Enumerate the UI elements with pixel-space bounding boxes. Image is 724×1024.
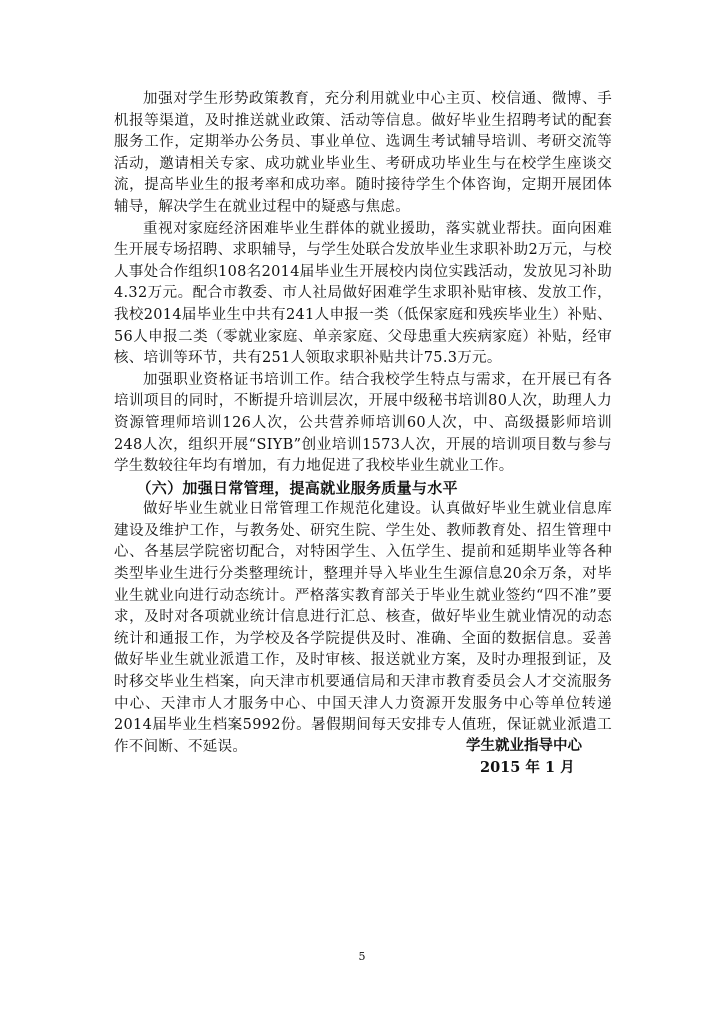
paragraph-policy-education: 加强对学生形势政策教育，充分利用就业中心主页、校信通、微博、手机报等渠道，及时推送就业政策、活动等信息。做好毕业生招聘考试的配套服务工作，定期举办公务员、事业单位、选调生考试辅导培训、考研交流等活动，邀请相关专家、成功就业毕业生、考研成功毕业生与在校学生座谈交流，提高毕业生的报考率和成功率。随时接待学生个体咨询，定期开展团体辅导，解决学生在就业过程中的疑惑与焦虑。 — [114, 91, 612, 215]
paragraph-daily-management: 做好毕业生就业日常管理工作规范化建设。认真做好毕业生就业信息库建设及维护工作，与教务处、研究生院、学生处、教师教育处、招生管理中心、各基层学院密切配合，对特困学生、入伍学生、提前和延期毕业等各种类型毕业生进行分类整理统计，整理并导入毕业生生源信息20余万条，对毕业生就业向进行动态统计。严格落实教育部关于毕业生就业签约“四不准”要求，及时对各项就业统计信息进行汇总、核查，做好毕业生就业情况的动态统计和通报工作，为学校及各学院提供及时、准确、全面的数据信息。妥善做好毕业生就业派遣工作，及时审核、报送就业方案，及时办理报到证，及时移交毕业生档案，向天津市机要通信局和天津市教育委员会人才交流服务中心、天津市人才服务中心、中国天津人力资源开发服务中心等单位转递2014届毕业生档案5992份。暑假期间每天安排专人值班，保证就业派遣工作不间断、不延误。 — [114, 501, 612, 755]
signature-org: 学生就业指导中心 — [466, 737, 582, 754]
body-text — [114, 89, 612, 758]
paragraph-employment-assistance: 重视对家庭经济困难毕业生群体的就业援助，落实就业帮扶。面向困难生开展专场招聘、求职辅导，与学生处联合发放毕业生求职补助2万元，与校人事处合作组织108名2014届毕业生开展校内岗位实践活动，发放见习补助4.32万元。配合市教委、市人社局做好困难学生求职补贴审核、发放工作，我校2014届毕业生中共有241人申报一类（低保家庭和残疾毕业生）补贴、56人申报二类（零就业家庭、单亲家庭、父母患重大疾病家庭）补贴，经审核、培训等环节，共有251人领取求职补贴共计75.3万元。 — [114, 220, 612, 367]
signature-date: 2015 年 1 月 — [480, 759, 575, 776]
signature-block — [466, 735, 582, 779]
page-number: 5 — [358, 950, 366, 963]
section-heading: （六）加强日常管理，提高就业服务质量与水平 — [136, 478, 458, 497]
paragraph-certificate-training: 加强职业资格证书培训工作。结合我校学生特点与需求，在开展已有各培训项目的同时，不断提升培训层次，开展中级秘书培训80人次，助理人力资源管理师培训126人次，公共营养师培训60人次，中、高级摄影师培训248人次，组织开展“SIYB”创业培训1573人次，开展的培训项目数与参与学生数较往年均有增加，有力地促进了我校毕业生就业工作。 — [114, 371, 612, 475]
